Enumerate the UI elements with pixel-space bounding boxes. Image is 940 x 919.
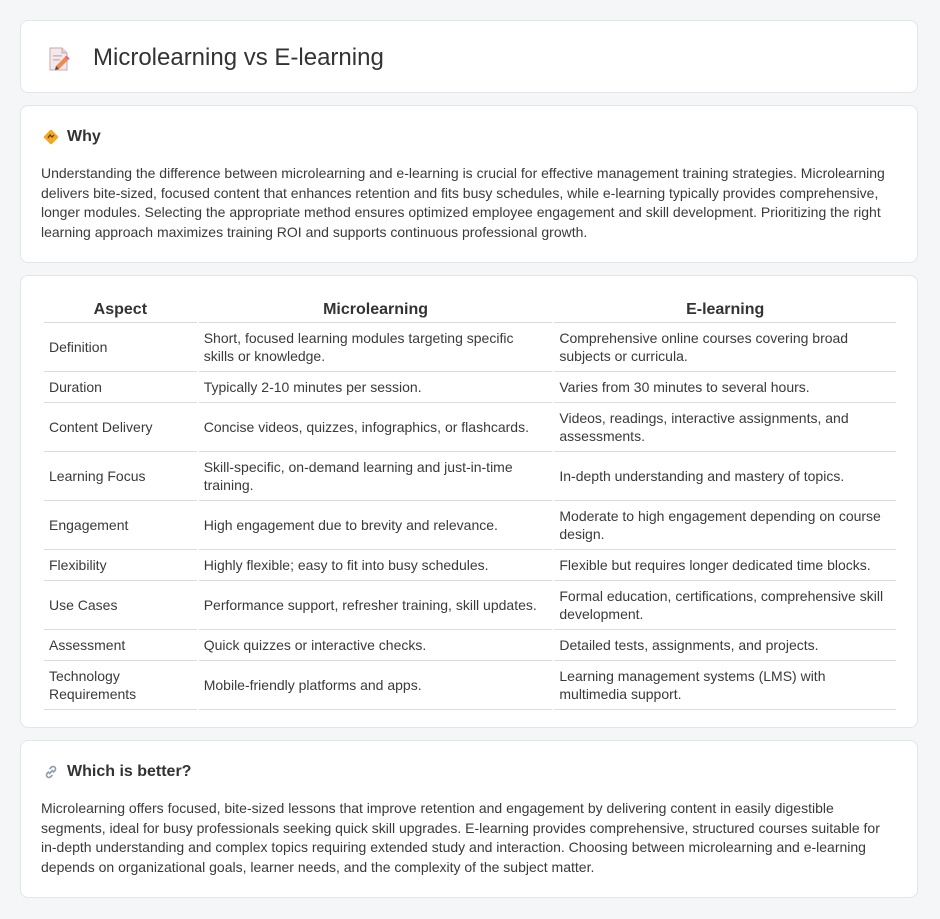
comparison-table — [42, 294, 898, 710]
row-elearning: Formal education, certifications, comprehensive skill development. — [554, 581, 896, 630]
why-body: Understanding the difference between microlearning and e-learning is crucial for effective management training strategies. Microlearning delivers bite-sized, focused content that enhances retention and fits busy schedules, while e-learning typically provides comprehensive, longer modules. Selecting the appropriate method ensures optimized employee engagement and skill development. Prioritizing the right learning approach maximizes training ROI and supports continuous professional growth. — [41, 165, 885, 240]
row-aspect: Definition — [44, 323, 197, 372]
table-row — [44, 403, 896, 452]
row-elearning: Videos, readings, interactive assignments, and assessments. — [554, 403, 896, 452]
row-aspect: Technology Requirements — [44, 661, 197, 710]
row-aspect: Content Delivery — [44, 403, 197, 452]
row-elearning: Learning management systems (LMS) with multimedia support. — [554, 661, 896, 710]
why-section — [20, 105, 918, 263]
table-row — [44, 372, 896, 403]
table-row — [44, 550, 896, 581]
row-elearning: Detailed tests, assignments, and projects. — [554, 630, 896, 661]
better-heading: Which is better? — [67, 763, 192, 780]
row-elearning: Moderate to high engagement depending on course design. — [554, 501, 896, 550]
diamond-sign-icon — [43, 129, 59, 145]
why-heading: Why — [67, 128, 101, 145]
row-aspect: Engagement — [44, 501, 197, 550]
row-aspect: Duration — [44, 372, 197, 403]
column-header-aspect: Aspect — [44, 294, 197, 323]
column-header-elearning: E-learning — [554, 294, 896, 323]
better-header — [43, 763, 191, 781]
column-header-microlearning: Microlearning — [199, 294, 553, 323]
table-row — [44, 323, 896, 372]
page-title: Microlearning vs E-learning — [93, 44, 384, 71]
row-elearning: In-depth understanding and mastery of topics. — [554, 452, 896, 501]
row-aspect: Use Cases — [44, 581, 197, 630]
row-microlearning: High engagement due to brevity and relevance. — [199, 501, 553, 550]
row-microlearning: Skill-specific, on-demand learning and just-in-time training. — [199, 452, 553, 501]
row-microlearning: Performance support, refresher training, skill updates. — [199, 581, 553, 630]
document-pencil-icon — [47, 46, 71, 72]
row-elearning: Varies from 30 minutes to several hours. — [554, 372, 896, 403]
better-body: Microlearning offers focused, bite-sized lessons that improve retention and engagement by delivering content in easily digestible segments, ideal for busy professionals seeking quick skill upgrades. E-learning provides comprehensive, structured courses suitable for in-depth understanding and complex topics requiring extended study and interaction. Choosing between microlearning and e-learning depends on organizational goals, learner needs, and the complexity of the subject matter. — [41, 800, 880, 875]
comparison-table-card — [20, 275, 918, 728]
row-aspect: Learning Focus — [44, 452, 197, 501]
row-microlearning: Highly flexible; easy to fit into busy schedules. — [199, 550, 553, 581]
link-icon — [43, 764, 59, 780]
row-aspect: Assessment — [44, 630, 197, 661]
row-elearning: Comprehensive online courses covering broad subjects or curricula. — [554, 323, 896, 372]
row-aspect: Flexibility — [44, 550, 197, 581]
row-microlearning: Quick quizzes or interactive checks. — [199, 630, 553, 661]
table-header-row — [44, 294, 896, 323]
table-row — [44, 661, 896, 710]
row-microlearning: Concise videos, quizzes, infographics, or flashcards. — [199, 403, 553, 452]
table-row — [44, 501, 896, 550]
row-microlearning: Mobile-friendly platforms and apps. — [199, 661, 553, 710]
table-row — [44, 630, 896, 661]
why-header — [43, 128, 101, 146]
table-row — [44, 581, 896, 630]
row-elearning: Flexible but requires longer dedicated time blocks. — [554, 550, 896, 581]
row-microlearning: Typically 2-10 minutes per session. — [199, 372, 553, 403]
title-card — [20, 20, 918, 93]
which-is-better-section — [20, 740, 918, 898]
table-row — [44, 452, 896, 501]
row-microlearning: Short, focused learning modules targeting specific skills or knowledge. — [199, 323, 553, 372]
